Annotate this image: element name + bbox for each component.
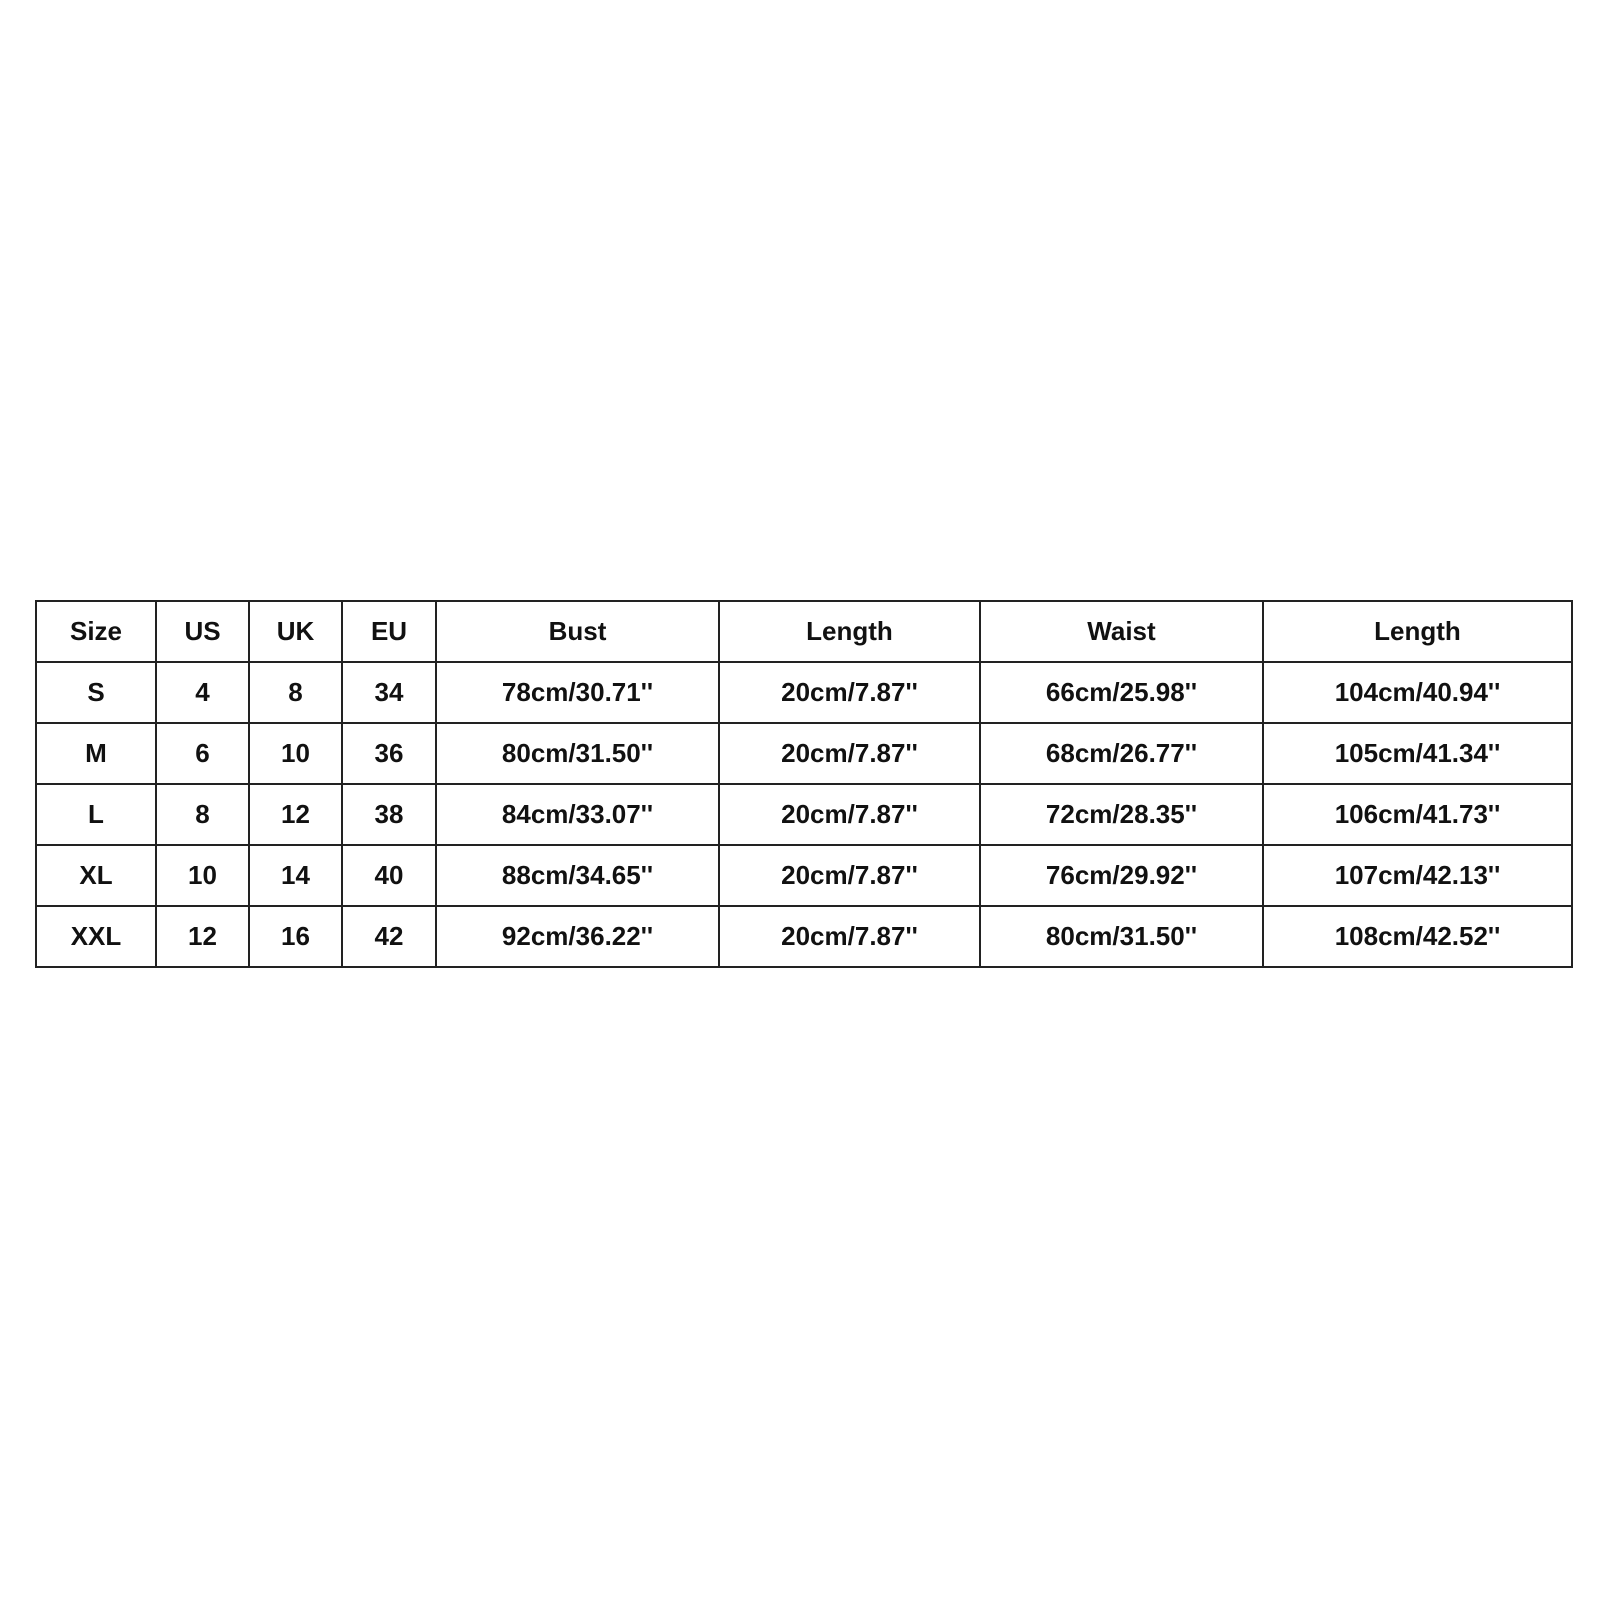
cell-uk: 16 xyxy=(249,906,342,967)
size-chart-table xyxy=(35,600,1573,968)
cell-eu: 34 xyxy=(342,662,436,723)
table-row xyxy=(36,784,1572,845)
cell-bust: 88cm/34.65'' xyxy=(436,845,719,906)
cell-uk: 8 xyxy=(249,662,342,723)
cell-uk: 12 xyxy=(249,784,342,845)
cell-us: 12 xyxy=(156,906,249,967)
cell-eu: 40 xyxy=(342,845,436,906)
cell-waist: 68cm/26.77'' xyxy=(980,723,1263,784)
header-size: Size xyxy=(36,601,156,662)
cell-waist: 80cm/31.50'' xyxy=(980,906,1263,967)
header-length-total: Length xyxy=(1263,601,1572,662)
cell-length: 20cm/7.87'' xyxy=(719,662,980,723)
cell-size: L xyxy=(36,784,156,845)
cell-us: 8 xyxy=(156,784,249,845)
cell-size: S xyxy=(36,662,156,723)
cell-us: 10 xyxy=(156,845,249,906)
cell-length: 20cm/7.87'' xyxy=(719,845,980,906)
cell-eu: 38 xyxy=(342,784,436,845)
cell-length: 20cm/7.87'' xyxy=(719,723,980,784)
cell-waist: 72cm/28.35'' xyxy=(980,784,1263,845)
cell-length: 20cm/7.87'' xyxy=(719,906,980,967)
cell-uk: 14 xyxy=(249,845,342,906)
cell-eu: 36 xyxy=(342,723,436,784)
cell-us: 4 xyxy=(156,662,249,723)
cell-size: M xyxy=(36,723,156,784)
cell-bust: 84cm/33.07'' xyxy=(436,784,719,845)
cell-bust: 92cm/36.22'' xyxy=(436,906,719,967)
header-us: US xyxy=(156,601,249,662)
table-row xyxy=(36,662,1572,723)
cell-us: 6 xyxy=(156,723,249,784)
table-header-row xyxy=(36,601,1572,662)
cell-length-total: 104cm/40.94'' xyxy=(1263,662,1572,723)
cell-eu: 42 xyxy=(342,906,436,967)
cell-waist: 76cm/29.92'' xyxy=(980,845,1263,906)
header-eu: EU xyxy=(342,601,436,662)
header-length: Length xyxy=(719,601,980,662)
cell-bust: 80cm/31.50'' xyxy=(436,723,719,784)
cell-length-total: 108cm/42.52'' xyxy=(1263,906,1572,967)
header-waist: Waist xyxy=(980,601,1263,662)
cell-length: 20cm/7.87'' xyxy=(719,784,980,845)
table-row xyxy=(36,906,1572,967)
cell-length-total: 106cm/41.73'' xyxy=(1263,784,1572,845)
cell-waist: 66cm/25.98'' xyxy=(980,662,1263,723)
cell-bust: 78cm/30.71'' xyxy=(436,662,719,723)
cell-size: XXL xyxy=(36,906,156,967)
cell-length-total: 105cm/41.34'' xyxy=(1263,723,1572,784)
cell-size: XL xyxy=(36,845,156,906)
cell-length-total: 107cm/42.13'' xyxy=(1263,845,1572,906)
table-row xyxy=(36,723,1572,784)
cell-uk: 10 xyxy=(249,723,342,784)
header-bust: Bust xyxy=(436,601,719,662)
table-row xyxy=(36,845,1572,906)
header-uk: UK xyxy=(249,601,342,662)
